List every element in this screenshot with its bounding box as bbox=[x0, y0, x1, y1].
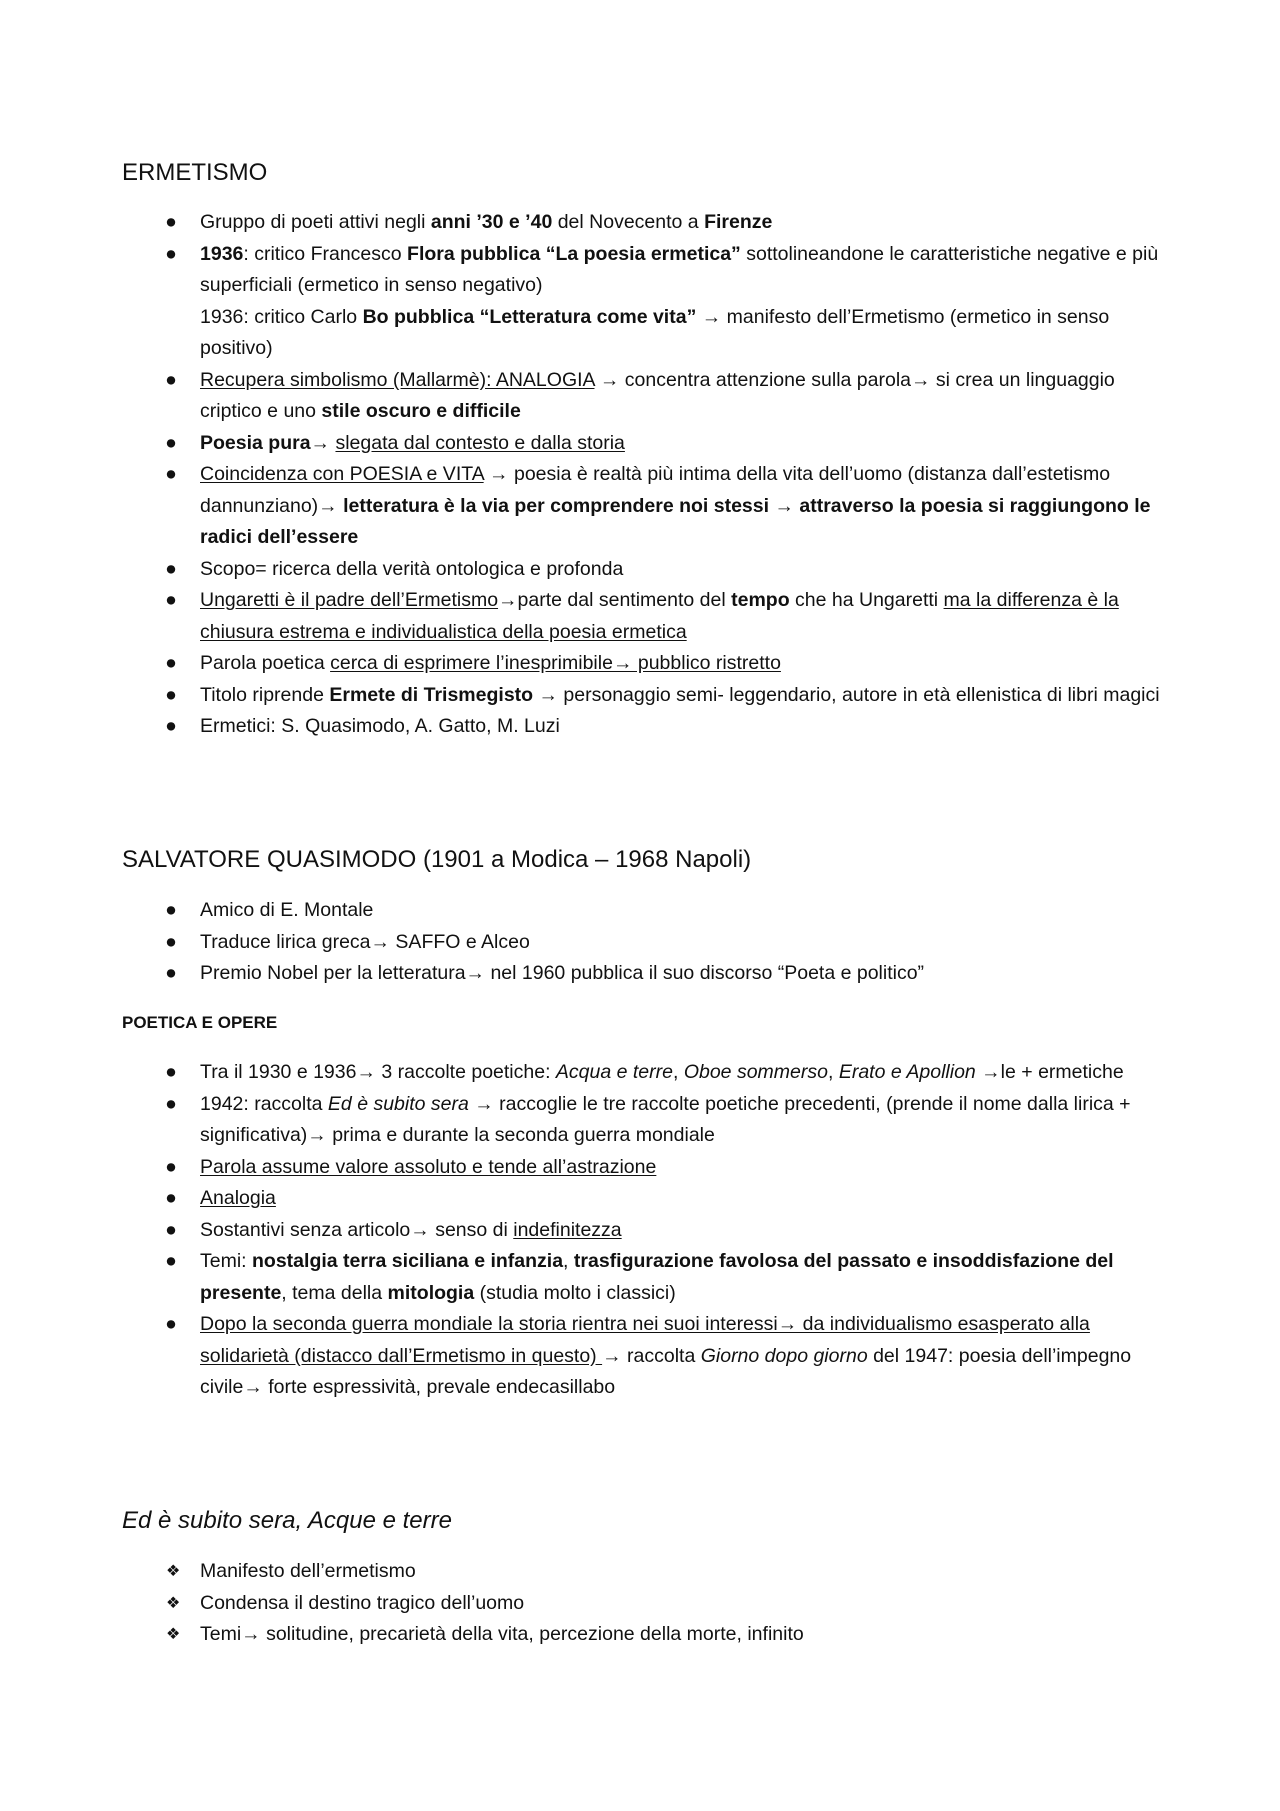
bullet-icon: ● bbox=[165, 683, 177, 706]
bullet-icon: ● bbox=[165, 962, 177, 984]
text: (studia molto i classici) bbox=[474, 1281, 676, 1304]
list-item bbox=[122, 1246, 1172, 1309]
text: Condensa il destino tragico dell’uomo bbox=[200, 1591, 525, 1614]
diamond-bullet-icon: ❖ bbox=[166, 1594, 181, 1612]
bullet-icon: ● bbox=[165, 589, 177, 611]
text: : critico Francesco bbox=[243, 242, 408, 265]
italic-text: Acqua e terre bbox=[555, 1061, 673, 1083]
list-item bbox=[122, 1057, 1172, 1089]
italic-text: Giorno dopo giorno bbox=[700, 1344, 868, 1367]
bullet-icon: ● bbox=[165, 431, 177, 454]
list-poetica bbox=[122, 1057, 1172, 1404]
bullet-icon: ● bbox=[165, 930, 177, 953]
underlined-text: Parola assume valore assoluto e tende all’astrazione bbox=[200, 1155, 657, 1178]
bold-text: Bo pubblica “Letteratura come vita” bbox=[362, 305, 697, 328]
text: Temi→ solitudine, precarietà della vita, percezione della morte, infinito bbox=[200, 1623, 804, 1645]
bullet-icon: ● bbox=[165, 1061, 177, 1083]
list-item bbox=[122, 554, 1172, 586]
bullet-icon: ● bbox=[165, 1313, 177, 1335]
text: Titolo riprende bbox=[200, 683, 330, 706]
list-item bbox=[122, 207, 1172, 239]
text: Ermetici: S. Quasimodo, A. Gatto, M. Luzi bbox=[200, 715, 560, 737]
list-item bbox=[122, 1183, 1172, 1215]
bold-text: attraverso la poesia si raggiungono le radici dell’essere bbox=[200, 494, 1151, 548]
list-item bbox=[122, 1152, 1172, 1184]
text: , bbox=[672, 1061, 684, 1083]
bullet-icon: ● bbox=[165, 1250, 177, 1272]
list-item bbox=[122, 1309, 1172, 1404]
diamond-bullet-icon: ❖ bbox=[166, 1626, 181, 1643]
underlined-text: cerca di esprimere l’inesprimibile→ pubblico ristretto bbox=[330, 652, 781, 674]
text: → raccolta bbox=[602, 1344, 701, 1367]
text: Gruppo di poeti attivi negli bbox=[200, 211, 431, 233]
list-item bbox=[122, 428, 1172, 460]
list-item bbox=[122, 680, 1172, 712]
text: Scopo= ricerca della verità ontologica e profonda bbox=[200, 557, 624, 580]
bold-text: trasfigurazione favolosa del passato e insoddisfazione del presente bbox=[200, 1250, 1114, 1304]
italic-text: Oboe sommerso bbox=[683, 1061, 828, 1083]
underlined-text: indefinitezza bbox=[513, 1218, 622, 1241]
text: →le + ermetiche bbox=[975, 1061, 1124, 1083]
text: , bbox=[827, 1061, 839, 1083]
text: → concentra attenzione sulla parola→ si crea un linguaggio criptico e uno bbox=[200, 368, 1115, 422]
text: → raccoglie le tre raccolte poetiche precedenti, (prende il nome dalla lirica + significativa)→ prima e durante la seconda guerra mondiale bbox=[200, 1092, 1131, 1146]
bullet-icon: ● bbox=[165, 463, 177, 485]
text: Manifesto dell’ermetismo bbox=[200, 1560, 416, 1582]
list-sera bbox=[122, 1556, 1172, 1651]
underlined-text: Coincidenza con POESIA e VITA bbox=[200, 463, 484, 485]
underlined-text: Dopo la seconda guerra mondiale la storia rientra nei suoi interessi→ da individualismo esasperato alla solidarietà (distacco dall’Ermetismo in questo) bbox=[200, 1313, 1090, 1367]
list-item bbox=[122, 1556, 1172, 1588]
bullet-icon: ● bbox=[165, 652, 177, 674]
bullet-icon: ● bbox=[165, 715, 177, 737]
list-item bbox=[122, 927, 1172, 959]
list-item bbox=[122, 365, 1172, 428]
text: → personaggio semi- leggendario, autore in età ellenistica di libri magici bbox=[533, 683, 1160, 706]
bullet-icon: ● bbox=[165, 1187, 177, 1209]
section-ermetismo bbox=[122, 158, 1172, 188]
bullet-icon: ● bbox=[165, 899, 177, 921]
list-item bbox=[122, 585, 1172, 648]
list-item bbox=[122, 459, 1172, 554]
bold-text: mitologia bbox=[387, 1281, 475, 1304]
bullet-icon: ● bbox=[165, 1218, 177, 1241]
bullet-icon: ● bbox=[165, 211, 177, 233]
text: , tema della bbox=[281, 1281, 388, 1304]
bold-text: nostalgia terra siciliana e infanzia bbox=[252, 1250, 564, 1272]
list-item bbox=[122, 711, 1172, 743]
text: Parola poetica bbox=[200, 652, 331, 674]
bullet-icon: ● bbox=[165, 368, 177, 391]
list-quasimodo bbox=[122, 895, 1172, 990]
section-poetica bbox=[122, 1012, 1172, 1034]
bullet-icon: ● bbox=[165, 1092, 177, 1115]
text: 1936: critico Carlo bbox=[200, 305, 363, 328]
underlined-text: Analogia bbox=[200, 1187, 276, 1209]
list-item bbox=[122, 1215, 1172, 1247]
bold-text: Poesia pura bbox=[200, 431, 311, 454]
section-sera bbox=[122, 1506, 1172, 1536]
bold-text: 1936 bbox=[200, 242, 244, 265]
underlined-text: ma la differenza è la chiusura estrema e individualistica della poesia ermetica bbox=[200, 589, 1119, 643]
list-item bbox=[122, 239, 1172, 365]
bullet-icon: ● bbox=[165, 557, 177, 580]
underlined-text: Recupera simbolismo (Mallarmè): ANALOGIA bbox=[200, 368, 595, 391]
text: Temi: bbox=[200, 1250, 253, 1272]
heading-sera: Ed è subito sera, Acque e terre bbox=[122, 1507, 452, 1534]
bold-text: letteratura è la via per comprendere noi stessi bbox=[343, 494, 770, 517]
heading-ermetismo: ERMETISMO bbox=[122, 159, 268, 186]
text: Premio Nobel per la letteratura→ nel 1960 pubblica il suo discorso “Poeta e politico” bbox=[200, 962, 925, 984]
bold-text: Firenze bbox=[704, 211, 773, 233]
list-ermetismo bbox=[122, 207, 1172, 743]
text: → manifesto dell’Ermetismo (ermetico in senso positivo) bbox=[200, 305, 1110, 359]
bullet-icon: ● bbox=[165, 242, 177, 265]
text: →parte dal sentimento del bbox=[498, 589, 732, 611]
text: Amico di E. Montale bbox=[200, 899, 374, 921]
list-item bbox=[122, 648, 1172, 680]
text: Sostantivi senza articolo→ senso di bbox=[200, 1218, 514, 1241]
text: → bbox=[310, 431, 336, 454]
list-item bbox=[122, 895, 1172, 927]
section-quasimodo bbox=[122, 845, 1172, 875]
list-item bbox=[122, 1588, 1172, 1620]
text: → poesia è realtà più intima della vita dell’uomo (distanza dall’estetismo dannunziano)→ bbox=[200, 463, 1111, 517]
bold-text: anni ’30 e ’40 bbox=[430, 211, 553, 233]
underlined-text: Ungaretti è il padre dell’Ermetismo bbox=[200, 589, 499, 611]
text: → bbox=[769, 494, 800, 517]
bold-text: Flora pubblica “La poesia ermetica” bbox=[407, 242, 741, 265]
list-item bbox=[122, 1619, 1172, 1651]
text: che ha Ungaretti bbox=[789, 589, 944, 611]
bold-text: tempo bbox=[731, 589, 790, 611]
list-item bbox=[122, 958, 1172, 990]
text: del 1947: poesia dell’impegno civile→ forte espressività, prevale endecasillabo bbox=[200, 1344, 1132, 1398]
bold-text: Ermete di Trismegisto bbox=[329, 683, 534, 706]
text: , bbox=[563, 1250, 574, 1272]
heading-quasimodo: SALVATORE QUASIMODO (1901 a Modica – 1968 Napoli) bbox=[122, 846, 752, 873]
text: Traduce lirica greca→ SAFFO e Alceo bbox=[200, 930, 530, 953]
italic-text: Erato e Apollion bbox=[838, 1061, 976, 1083]
text: del Novecento a bbox=[552, 211, 705, 233]
heading-poetica: POETICA E OPERE bbox=[122, 1013, 278, 1032]
text: Tra il 1930 e 1936→ 3 raccolte poetiche: bbox=[200, 1061, 556, 1083]
text: sottolineandone le caratteristiche negative e più superficiali (ermetico in senso negativo) bbox=[200, 242, 1159, 296]
bullet-icon: ● bbox=[165, 1155, 177, 1178]
text: 1942: raccolta bbox=[200, 1092, 328, 1115]
bold-text: stile oscuro e difficile bbox=[321, 400, 521, 422]
list-item bbox=[122, 1089, 1172, 1152]
underlined-text: slegata dal contesto e dalla storia bbox=[335, 431, 625, 454]
diamond-bullet-icon: ❖ bbox=[166, 1563, 181, 1580]
italic-text: Ed è subito sera bbox=[327, 1092, 469, 1115]
